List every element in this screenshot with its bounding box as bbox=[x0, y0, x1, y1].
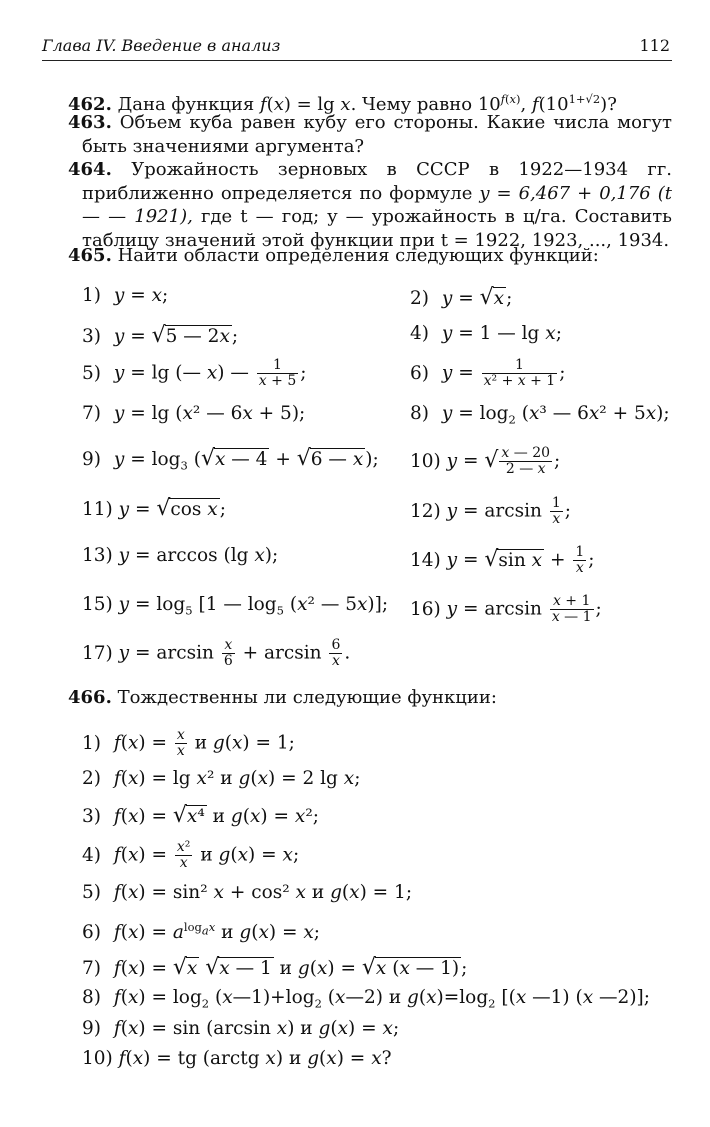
problem-number: 466. bbox=[68, 687, 112, 708]
item-number: 9) bbox=[82, 449, 101, 470]
problem-formula: y = 6,467 + 0,176 (t — — 1921), bbox=[82, 182, 672, 227]
item-number: 2) bbox=[82, 768, 101, 789]
item-number: 16) bbox=[410, 598, 441, 620]
item-number: 13) bbox=[82, 545, 113, 566]
item-row: 3) y = √5 — 2x ; 4) y = 1 — lg x; bbox=[82, 323, 562, 348]
problem-465 bbox=[68, 244, 672, 268]
item-number: 10) bbox=[82, 1048, 113, 1069]
item-number: 14) bbox=[410, 549, 441, 571]
item-row: 8) $f(x) = \log_2$ $(x—1)+\log_2$ (x—2) и $g(x)=\log_2$ [(x —1) (x —2)]; bbox=[82, 987, 650, 1011]
item-number: 9) bbox=[82, 1018, 101, 1039]
item-row: 15) $y = \log_5 [1$ — $\log_5 (x^2$ — 5x)]; 16) y = arcsin $\frac{x + 1}{x — 1}$ ; bbox=[82, 593, 602, 625]
item-number: 4) bbox=[82, 844, 101, 866]
item-number: 7) bbox=[82, 958, 101, 979]
running-header bbox=[42, 34, 672, 61]
item-row: 4) f(x) = $\frac{\text{x²}}{x}$ и g(x) = x; bbox=[82, 839, 300, 871]
item-number: 12) bbox=[410, 500, 441, 522]
item-number: 7) bbox=[82, 403, 101, 424]
item-row: 1) y = x; 2) y = √x ; bbox=[82, 285, 513, 310]
item-row: 2) f(x) = lg x² и g(x) = 2 lg x; bbox=[82, 768, 361, 789]
item-number: 3) bbox=[82, 806, 101, 827]
item-row: 13) y = arccos (lg x); 14) y = √sin x + $\frac{1}{x}$ ; bbox=[82, 544, 595, 576]
problem-text-1: Урожайность зерновых в СССР в 1922—1934 гг. приближенно определяется по формуле bbox=[82, 159, 672, 204]
item-row: 11) y = √cos x ; 12) y = arcsin $\frac{1}{x}$ ; bbox=[82, 495, 571, 527]
item-number: 6) bbox=[82, 922, 101, 944]
problem-text: Найти области определения следующих функций: bbox=[117, 245, 599, 266]
item-number: 6) bbox=[410, 362, 429, 384]
item-number: 5) bbox=[82, 882, 101, 903]
item-number: 8) bbox=[82, 987, 101, 1008]
item-row: 6) $f(x) = a^{log_ax}$ и g(x) = x; bbox=[82, 920, 321, 944]
item-row: 5) y = lg (— x) — $\frac{1}{x + 5}$ ; 6) y = $\frac{1}{\text{x² + x + 1}}$ ; bbox=[82, 357, 566, 389]
item-number: 4) bbox=[410, 323, 429, 344]
item-number: 17) bbox=[82, 642, 113, 664]
page-number: 112 bbox=[639, 36, 670, 55]
problem-464 bbox=[68, 158, 672, 252]
item-row: 17) y = arcsin $\frac{x}{6}$ + arcsin $\frac{6}{x}$ . bbox=[82, 637, 351, 669]
problem-463 bbox=[68, 111, 672, 158]
item-row: 9) $y = \log_3 (√x$ — 4 + √6 — x ); 10) y = √ $\frac{x — 20}{2 — x}$ ; bbox=[82, 445, 561, 477]
item-number: 3) bbox=[82, 326, 101, 347]
item-row: 7) y = lg (x² — 6x + 5); 8) $y = \log_2 (x^3$ — 6x² + 5x); bbox=[82, 403, 670, 427]
item-number: 8) bbox=[410, 403, 429, 424]
item-number: 5) bbox=[82, 362, 101, 384]
item-row: 9) f(x) = sin (arcsin x) и g(x) = x; bbox=[82, 1018, 400, 1039]
problem-number: 464. bbox=[68, 159, 112, 180]
item-row: 5) f(x) = sin² x + cos² x и g(x) = 1; bbox=[82, 882, 413, 903]
item-number: 15) bbox=[82, 594, 113, 615]
item-number: 2) bbox=[410, 288, 429, 309]
item-number: 11) bbox=[82, 499, 113, 520]
item-row: 7) f(x) = √x √x — 1 и g(x) = √x (x — 1) ; bbox=[82, 955, 468, 980]
problem-number: 465. bbox=[68, 245, 112, 266]
problem-number: 463. bbox=[68, 112, 112, 133]
item-number: 1) bbox=[82, 285, 101, 306]
problem-text: Объем куба равен кубу его стороны. Какие числа могут быть значениями аргумента? bbox=[82, 112, 672, 157]
item-row: 3) f(x) = √x⁴ и g(x) = x²; bbox=[82, 803, 319, 828]
problem-text-2: где t — год; y — урожайность в ц/га. Составить таблицу значений этой функции при t = 1922, 1923, ..., 1934. bbox=[82, 206, 672, 251]
item-number: 1) bbox=[82, 732, 101, 754]
problem-466 bbox=[68, 686, 672, 710]
problem-text: Дана функция f(x) = lg x. Чему равно $10^{f(x)}$, $f(10^{1+√2})$? bbox=[117, 92, 617, 115]
item-row: 10) f(x) = tg (arctg x) и g(x) = x? bbox=[82, 1048, 392, 1069]
problem-number: 462. bbox=[68, 94, 112, 115]
problem-text: Тождественны ли следующие функции: bbox=[117, 687, 497, 708]
item-number: 10) bbox=[410, 450, 441, 472]
item-row: 1) f(x) = $\frac{x}{x}$ и g(x) = 1; bbox=[82, 727, 295, 759]
chapter-title: Глава IV. Введение в анализ bbox=[42, 36, 281, 55]
